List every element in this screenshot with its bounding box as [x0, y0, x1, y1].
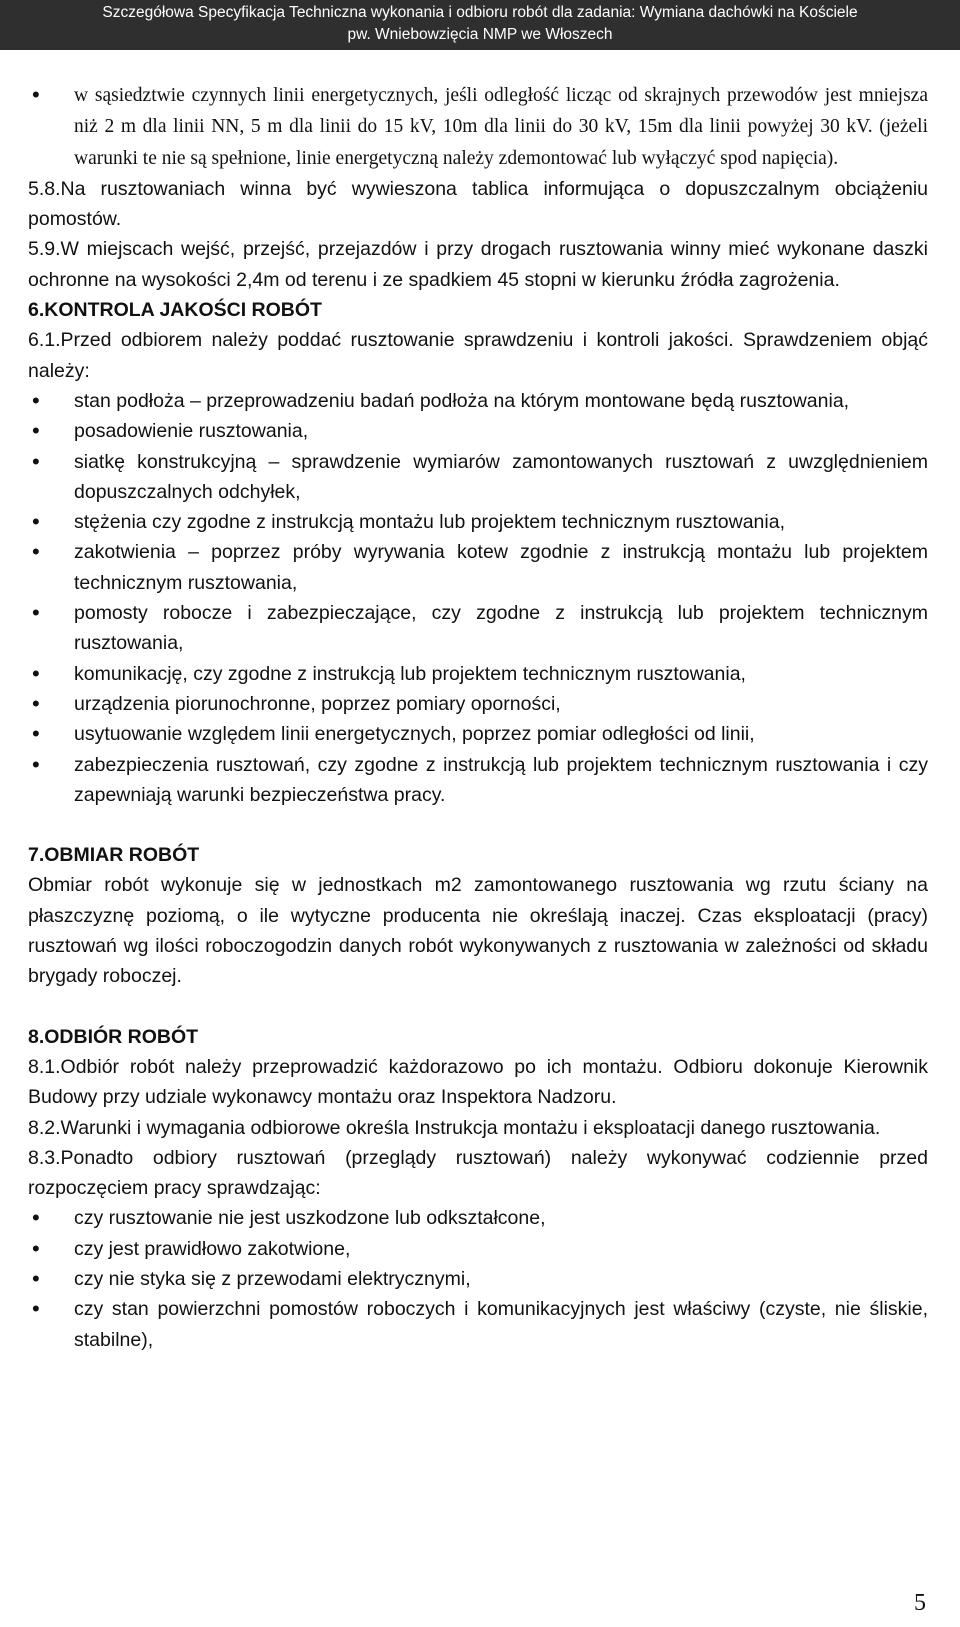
page-number: 5: [914, 1590, 926, 1616]
paragraph-7: Obmiar robót wykonuje się w jednostkach m2 zamontowanego rusztowania wg rzutu ściany na płaszczyznę poziomą, o ile wytyczne producenta nie określają inaczej. Czas eksploatacji (pracy) rusztowań wg ilości roboczogodzin danych robót wykonywanych z rusztowania w zależności od składu brygady roboczej.: [28, 874, 928, 988]
section-heading-7: 7.OBMIAR ROBÓT: [28, 844, 200, 867]
list-item-text: urządzenia piorunochronne, poprzez pomiary oporności,: [74, 692, 561, 715]
list-item: [28, 1264, 928, 1294]
paragraph-5-9: 5.9.W miejscach wejść, przejść, przejazdów i przy drogach rusztowania winny mieć wykonane daszki ochronne na wysokości 2,4m od terenu i ze spadkiem 45 stopni w kierunku źródła zagrożenia.: [28, 238, 928, 291]
section-heading-8: 8.ODBIÓR ROBÓT: [28, 1025, 199, 1048]
list-item: [28, 750, 928, 811]
list-item: [28, 598, 928, 659]
list-item: [28, 386, 928, 416]
list-item: [28, 1294, 928, 1355]
list-item-text: czy nie styka się z przewodami elektrycznymi,: [74, 1267, 471, 1290]
list-item: [28, 507, 928, 537]
daily-checks-list: [28, 1203, 928, 1354]
list-item-text: usytuowanie względem linii energetycznych, poprzez pomiar odległości od linii,: [74, 723, 755, 746]
header-line-2: pw. Wniebowzięcia NMP we Włoszech: [347, 26, 613, 43]
paragraph-6-1: 6.1.Przed odbiorem należy poddać rusztowanie sprawdzeniu i kontroli jakości. Sprawdzeniem objąć należy:: [28, 329, 928, 382]
list-item: [28, 447, 928, 508]
list-item-text: w sąsiedztwie czynnych linii energetycznych, jeśli odległość licząc od skrajnych przewodów jest mniejsza niż 2 m dla linii NN, 5 m dla linii do 15 kV, 10m dla linii do 30 kV, 15m dla linii powyżej 30 kV. (jeżeli warunki te nie są spełnione, linie energetyczną należy zdemontować lub wyłączyć spod napięcia).: [74, 85, 928, 169]
list-item-text: czy jest prawidłowo zakotwione,: [74, 1237, 351, 1260]
list-item-text: stężenia czy zgodne z instrukcją montażu lub projektem technicznym rusztowania,: [74, 511, 785, 534]
list-item-text: komunikację, czy zgodne z instrukcją lub projektem technicznym rusztowania,: [74, 662, 746, 685]
list-item-text: stan podłoża – przeprowadzeniu badań podłoża na którym montowane będą rusztowania,: [74, 389, 850, 412]
list-item: [28, 659, 928, 689]
list-item-text: czy rusztowanie nie jest uszkodzone lub odkształcone,: [74, 1207, 546, 1230]
list-item-text: posadowienie rusztowania,: [74, 420, 309, 443]
list-item: [28, 537, 928, 598]
paragraph-8-2: 8.2.Warunki i wymagania odbiorowe określa Instrukcja montażu i eksploatacji danego rusztowania.: [28, 1116, 881, 1139]
list-item: [28, 689, 928, 719]
list-item: [28, 1234, 928, 1264]
paragraph-8-3: 8.3.Ponadto odbiory rusztowań (przeglądy rusztowań) należy wykonywać codziennie przed rozpoczęciem pracy sprawdzając:: [28, 1146, 928, 1200]
paragraph-5-8: 5.8.Na rusztowaniach winna być wywieszona tablica informująca o dopuszczalnym obciążeniu pomostów.: [28, 177, 928, 231]
list-item-text: zabezpieczenia rusztowań, czy zgodne z instrukcją lub projektem technicznym rusztowania i czy zapewniają warunki bezpieczeństwa pracy.: [74, 753, 928, 806]
list-item-text: siatkę konstrukcyjną – sprawdzenie wymiarów zamontowanych rusztowań z uwzględnieniem dopuszczalnych odchyłek,: [74, 450, 928, 503]
list-item: [28, 719, 928, 749]
list-item-text: pomosty robocze i zabezpieczające, czy zgodne z instrukcją lub projektem technicznym rusztowania,: [74, 602, 928, 655]
section-heading-6: 6.KONTROLA JAKOŚCI ROBÓT: [28, 299, 322, 322]
quality-checks-list: [28, 386, 928, 810]
list-item: [28, 1203, 928, 1233]
document-header: [0, 0, 960, 50]
list-item: [28, 416, 928, 446]
list-item-text: zakotwienia – poprzez próby wyrywania kotew zgodnie z instrukcją montażu lub projektem technicznym rusztowania,: [74, 541, 928, 594]
intro-list: [28, 80, 928, 174]
list-item: [28, 80, 928, 174]
header-line-1: Szczegółowa Specyfikacja Techniczna wykonania i odbioru robót dla zadania: Wymiana dachówki na Kościele: [102, 4, 858, 21]
document-body: [28, 80, 928, 1355]
paragraph-8-1: 8.1.Odbiór robót należy przeprowadzić każdorazowo po ich montażu. Odbioru dokonuje Kierownik Budowy przy udziale wykonawcy montażu oraz Inspektora Nadzoru.: [28, 1055, 928, 1109]
list-item-text: czy stan powierzchni pomostów roboczych i komunikacyjnych jest właściwy (czyste, nie śliskie, stabilne),: [74, 1298, 928, 1351]
